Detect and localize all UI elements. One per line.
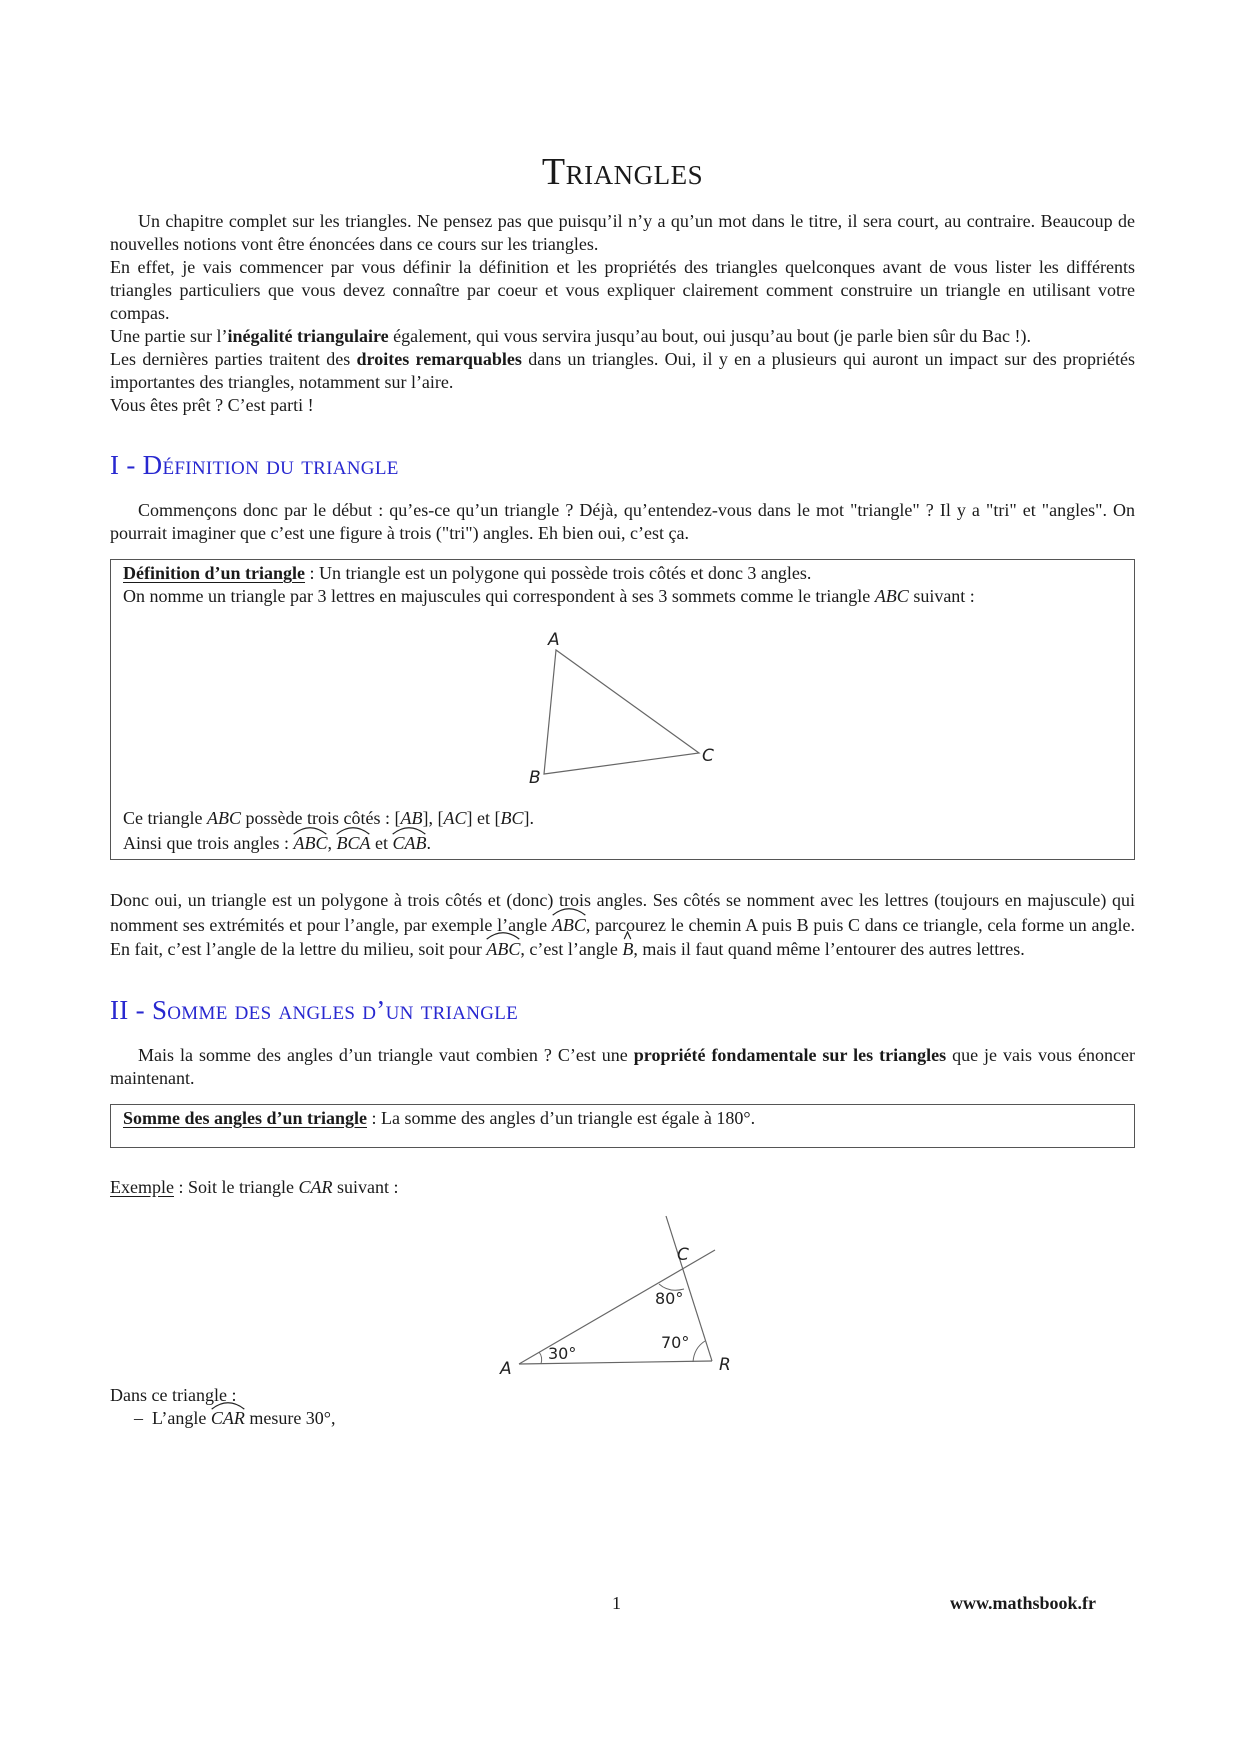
triangle-abc-figure bbox=[493, 608, 753, 793]
vertex-label-a: A bbox=[547, 630, 560, 650]
intro-paragraph-1: Un chapitre complet sur les triangles. Ne pensez pas que puisqu’il n’y a qu’un mot dans le titre, il sera court, au contraire. Beaucoup de nouvelles notions vont être énoncées dans ce cours sur les triangles. bbox=[110, 211, 1135, 254]
angle-value-a: 30° bbox=[547, 1343, 576, 1363]
vertex-label-b: B bbox=[528, 768, 541, 788]
vertex-label-r: R bbox=[718, 1354, 731, 1375]
vertex-label-a: A bbox=[499, 1358, 512, 1379]
list-item: – L’angle CAR mesure 30°, bbox=[152, 1407, 1135, 1430]
angle-bca: BCA bbox=[336, 832, 370, 855]
vertex-label-c: C bbox=[701, 746, 714, 766]
angle-cab: CAB bbox=[392, 832, 426, 855]
sides-line: Ce triangle ABC possède trois côtés : [AB], [AC] et [BC]. bbox=[123, 808, 534, 828]
definition-label: Définition d’un triangle bbox=[123, 563, 306, 583]
angle-arc-r bbox=[693, 1341, 705, 1362]
intro-paragraph-2: En effet, je vais commencer par vous définir la définition et les propriétés des triangles quelconques avant de vous lister les différents triangles particuliers que vous devez connaître par coeur et vous expliquer clairement comment construire un triangle en utilisant votre compas. bbox=[110, 257, 1135, 323]
document-page bbox=[110, 150, 1135, 1430]
angle-abc: ABC bbox=[293, 832, 327, 855]
example-label: Exemple bbox=[110, 1176, 174, 1197]
property-line: Somme des angles d’un triangle : La somme des angles d’un triangle est égale à 180°. bbox=[123, 1107, 756, 1128]
definition-box bbox=[110, 559, 1135, 860]
intro-paragraph-5: Vous êtes prêt ? C’est parti ! bbox=[110, 395, 314, 415]
angles-line: Ainsi que trois angles : ABC, BCA et CAB. bbox=[123, 832, 1122, 855]
section2-intro: Mais la somme des angles d’un triangle vaut combien ? C’est une propriété fondamentale sur les triangles que je vais vous énoncer maintenant. bbox=[110, 1044, 1135, 1088]
page-number: 1 bbox=[612, 1593, 621, 1613]
in-triangle-heading: Dans ce triangle : bbox=[110, 1384, 237, 1405]
section1-intro: Commençons donc par le début : qu’es-ce qu’un triangle ? Déjà, qu’entendez-vous dans le mot "triangle" ? Il y a "tri" et "angles". On pourrait imaginer que c’est une figure à trois ("tri") angles. Eh bien oui, c’est ça. bbox=[110, 500, 1135, 543]
intro-paragraph-3: Une partie sur l’inégalité triangulaire également, qui vous servira jusqu’au bout, oui jusqu’au bout (je parle bien sûr du Bac !). bbox=[110, 326, 1031, 346]
triangle-car-figure bbox=[483, 1207, 763, 1382]
page-title: Triangles bbox=[541, 151, 704, 193]
definition-line-2: On nomme un triangle par 3 lettres en majuscules qui correspondent à ses 3 sommets comme le triangle ABC suivant : bbox=[123, 586, 975, 606]
angle-value-c: 80° bbox=[654, 1288, 683, 1308]
vertex-label-c: C bbox=[676, 1244, 689, 1265]
definition-line-1: Définition d’un triangle : Un triangle est un polygone qui possède trois côtés et donc 3 angles. bbox=[123, 563, 812, 583]
property-label: Somme des angles d’un triangle bbox=[123, 1107, 368, 1128]
angle-arc-a bbox=[539, 1352, 542, 1364]
example-line: Exemple : Soit le triangle CAR suivant : bbox=[110, 1176, 399, 1197]
section1-explanation: Donc oui, un triangle est un polygone à trois côtés et (donc) trois angles. Ses côtés se nomment avec les lettres (toujours en majuscule) qui nomment ses extrémités et pour l’angle, par exemple l’angle ABC, parcourez le chemin A puis B puis C dans ce triangle, cela forme un angle. En fait, c’est l’angle de la lettre du milieu, soit pour ABC, c’est l’angle B, mais il faut quand même l’entourer des autres lettres. bbox=[110, 890, 1135, 959]
section-heading-2: II - Somme des angles d’un triangle bbox=[110, 994, 519, 1025]
property-box bbox=[110, 1104, 1135, 1148]
intro-paragraph-4: Les dernières parties traitent des droites remarquables dans un triangles. Oui, il y en a plusieurs qui auront un impact sur des propriétés importantes des triangles, notamment sur l’aire. bbox=[110, 349, 1136, 392]
site-url: www.mathsbook.fr bbox=[950, 1593, 1097, 1613]
angle-value-r: 70° bbox=[660, 1332, 689, 1352]
section-heading-1: I - Définition du triangle bbox=[110, 450, 399, 480]
triangle-abc-shape bbox=[544, 650, 699, 774]
angle-list bbox=[110, 1407, 1135, 1430]
